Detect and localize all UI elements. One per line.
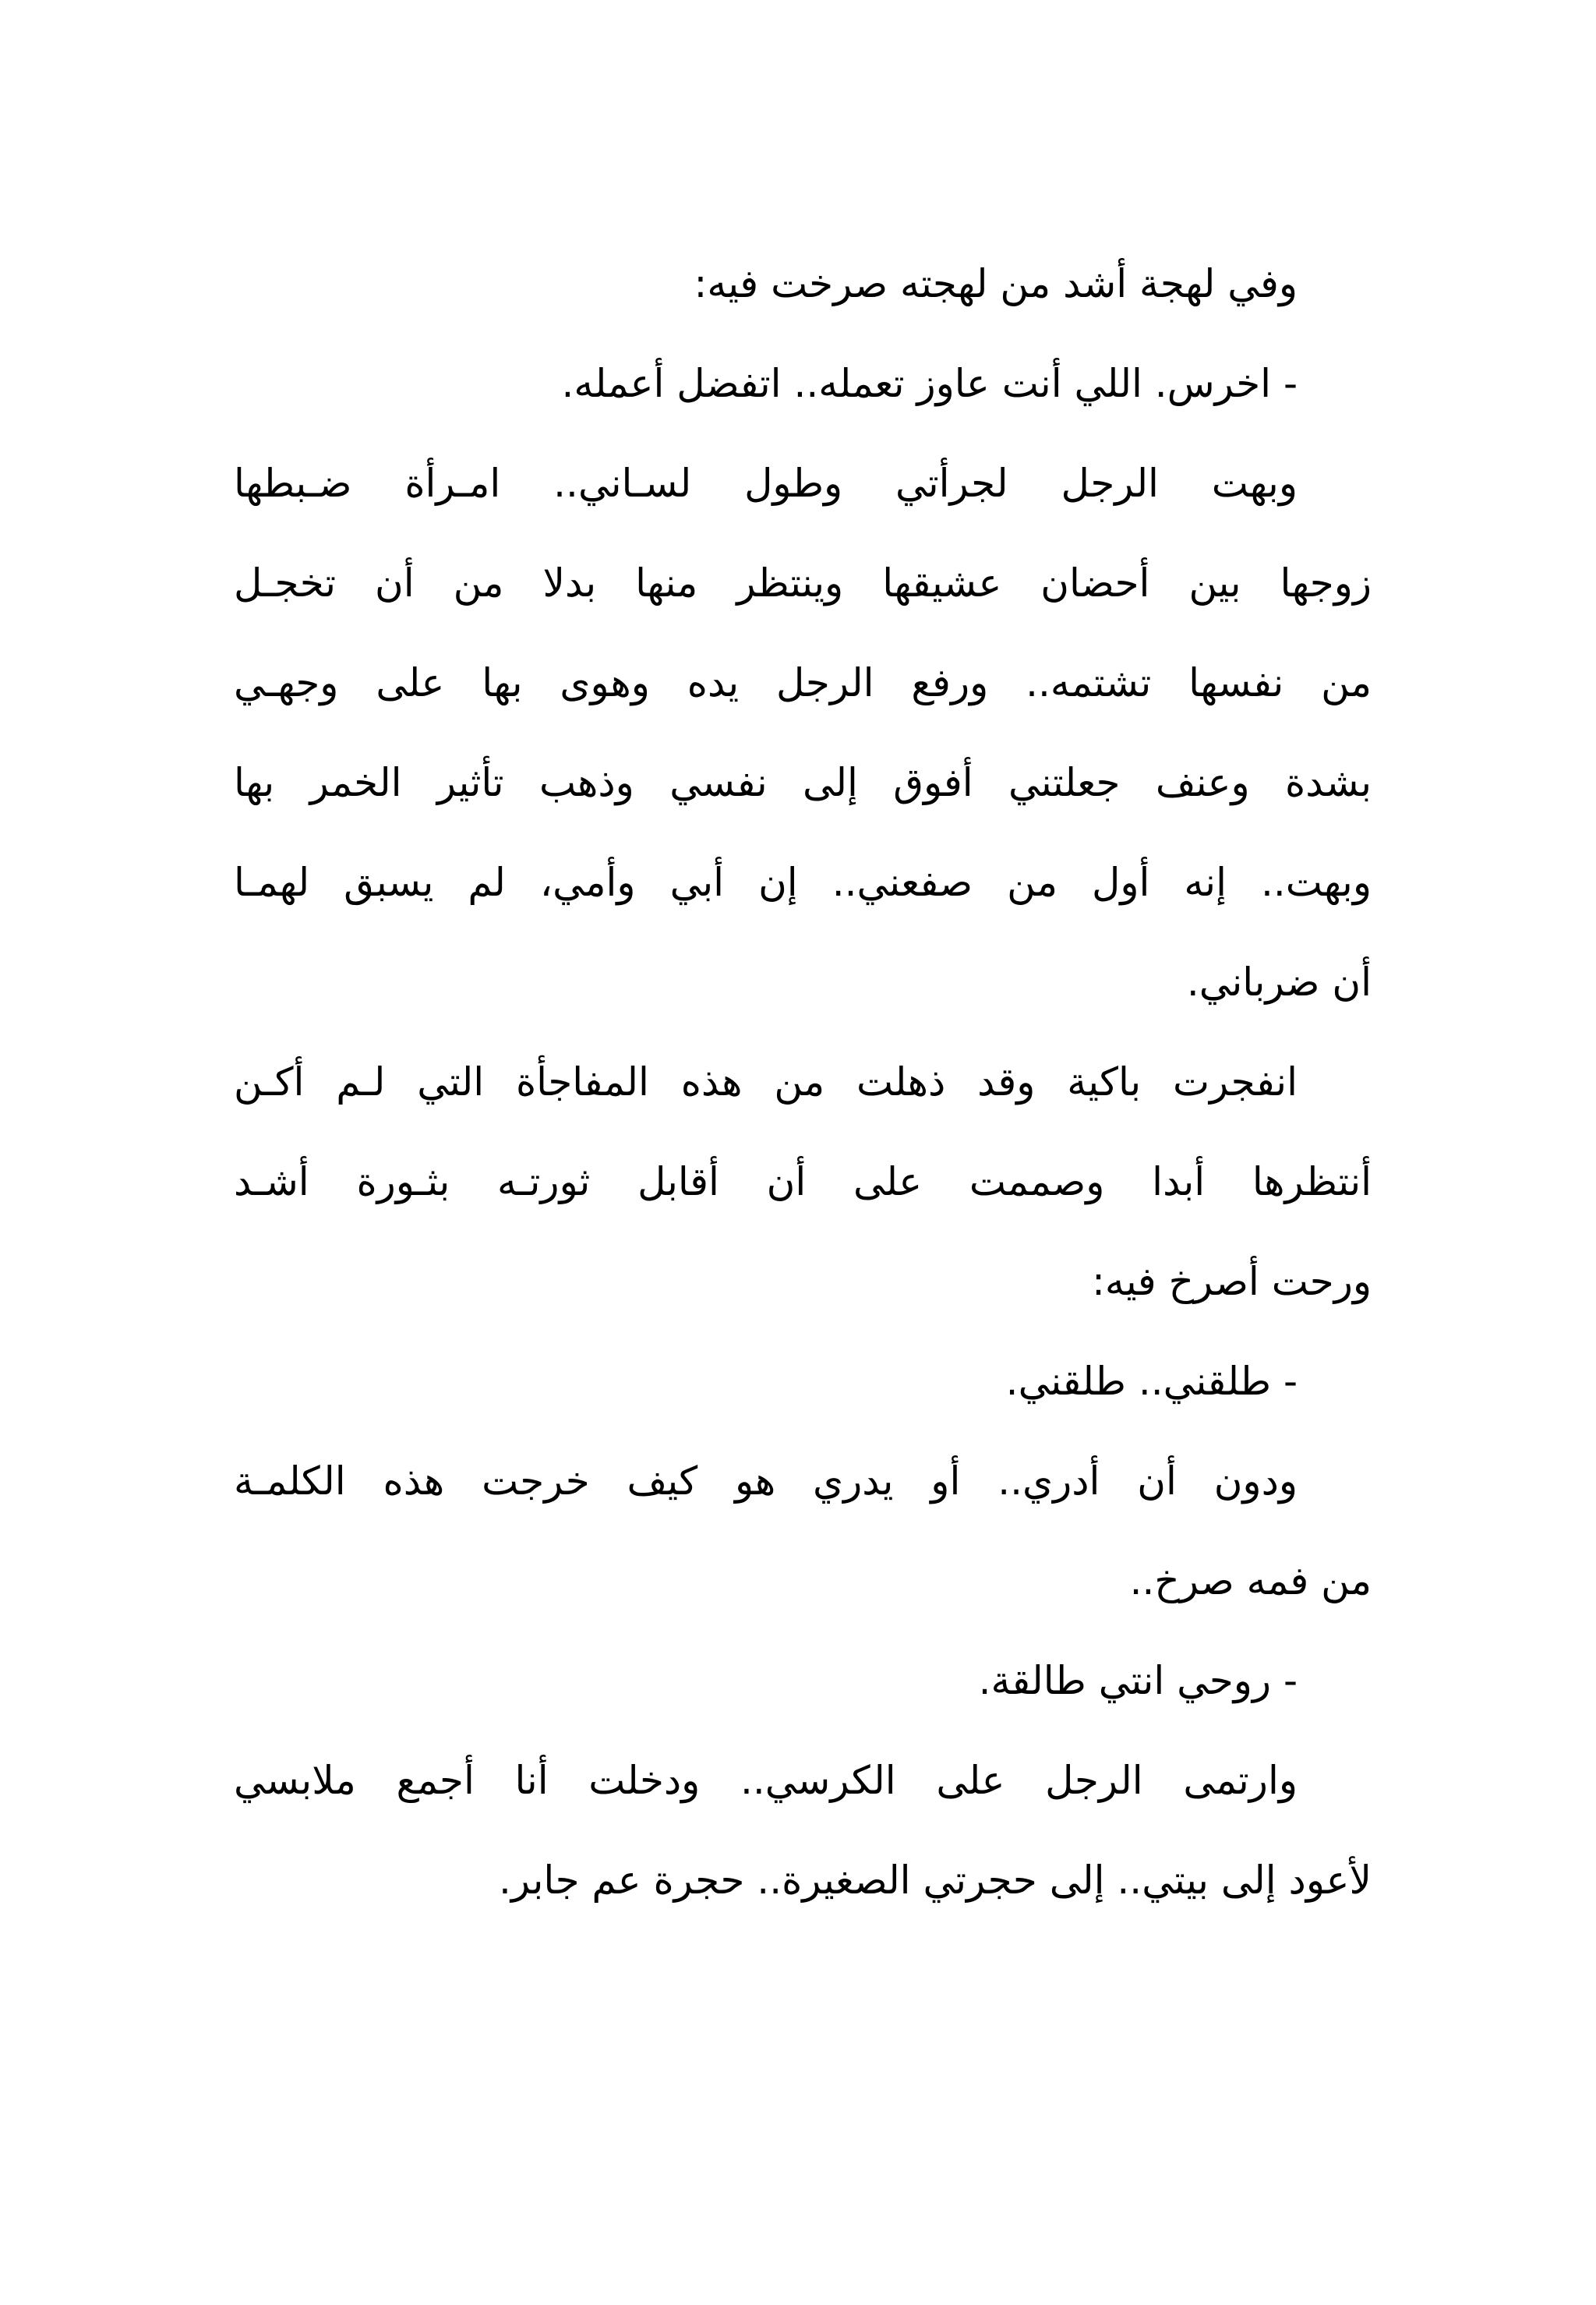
text-line-7: وبهت.. إنه أول من صفعني.. إن أبي وأمي، لم يسبق لهمـا [234,860,1372,905]
text-line-13: ودون أن أدري.. أو يدري هو كيف خرجت هذه الكلمـة [234,1458,1298,1504]
text-line-17: لأعود إلى بيتي.. إلى حجرتي الصغيرة.. حجرة عم جابر. [499,1858,1372,1903]
text-line-16: وارتمى الرجل على الكرسي.. ودخلت أنا أجمع ملابسي [234,1758,1298,1803]
text-line-6: بشدة وعنف جعلتني أفوق إلى نفسي وذهب تأثير الخمر بها [234,760,1372,805]
text-line-14: من فمه صرخ.. [1129,1558,1372,1603]
text-line-4: زوجها بين أحضان عشيقها وينتظر منها بدلا من أن تخجـل [234,560,1372,606]
text-line-3: وبهت الرجل لجرأتي وطول لسـاني.. امـرأة ضـبطها [234,461,1298,506]
text-line-8: أن ضرباني. [1186,960,1372,1005]
text-line-1: وفي لهجة أشد من لهجته صرخت فيه: [694,261,1298,306]
body-text [234,234,1372,1930]
text-line-15: - روحي انتي طالقة. [978,1658,1298,1703]
text-line-9: انفجرت باكية وقد ذهلت من هذه المفاجأة التي لـم أكـن [234,1059,1298,1105]
text-line-5: من نفسها تشتمه.. ورفع الرجل يده وهوى بها على وجهـي [234,660,1372,705]
text-line-11: ورحت أصرخ فيه: [1092,1259,1372,1304]
text-line-12: - طلقني.. طلقني. [1005,1359,1298,1404]
text-line-10: أنتظرها أبدا وصممت على أن أقابل ثورتـه بثـورة أشـد [234,1159,1372,1204]
text-line-2: - اخرس. اللي أنت عاوز تعمله.. اتفضل أعمله. [561,361,1298,406]
